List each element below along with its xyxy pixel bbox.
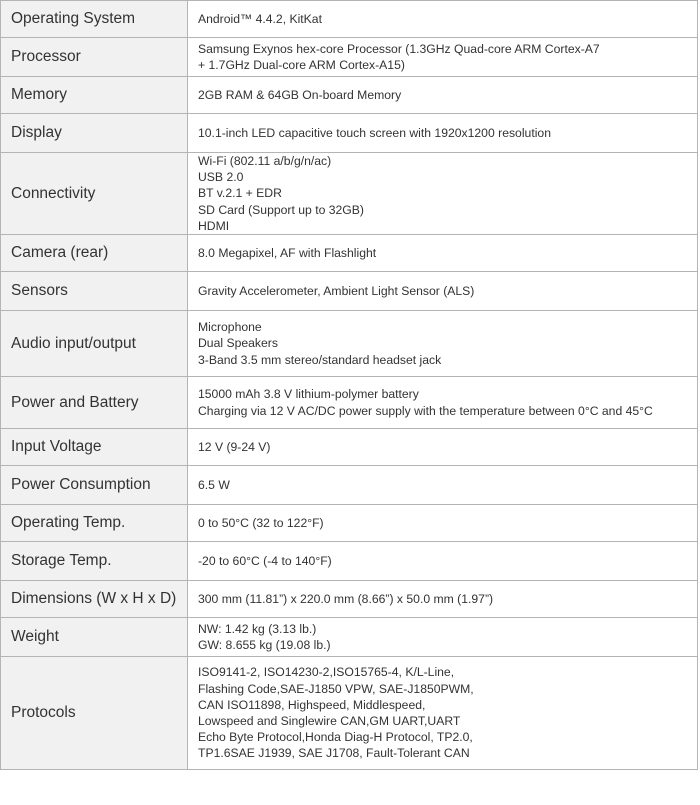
spec-value-line: ISO9141-2, ISO14230-2,ISO15765-4, K/L-Line, <box>198 665 455 680</box>
spec-label: Operating System <box>1 1 188 38</box>
spec-value-line: 300 mm (11.81”) x 220.0 mm (8.66”) x 50.0 mm (1.97”) <box>198 591 494 606</box>
spec-label: Connectivity <box>1 153 188 235</box>
spec-row-memory <box>1 77 698 114</box>
spec-row-operating-temp <box>1 505 698 542</box>
spec-value-line: 12 V (9-24 V) <box>198 439 271 454</box>
spec-label: Dimensions (W x H x D) <box>1 581 188 618</box>
spec-value-line: 15000 mAh 3.8 V lithium-polymer battery <box>198 387 419 402</box>
spec-label: Power Consumption <box>1 466 188 505</box>
spec-row-protocols <box>1 657 698 770</box>
spec-value-line: HDMI <box>198 218 230 233</box>
spec-value <box>188 618 698 657</box>
spec-label: Memory <box>1 77 188 114</box>
spec-row-display <box>1 114 698 153</box>
spec-value-line: TP1.6SAE J1939, SAE J1708, Fault-Tolerant CAN <box>198 746 470 761</box>
spec-row-audio <box>1 311 698 377</box>
spec-value-line: Android™ 4.4.2, KitKat <box>198 11 322 26</box>
spec-value-line: 8.0 Megapixel, AF with Flashlight <box>198 245 377 260</box>
spec-value-line: Echo Byte Protocol,Honda Diag-H Protocol, TP2.0, <box>198 730 473 745</box>
spec-value-line: 0 to 50°C (32 to 122°F) <box>198 515 324 530</box>
spec-row-camera <box>1 235 698 272</box>
spec-value-line: SD Card (Support up to 32GB) <box>198 202 364 217</box>
spec-label: Input Voltage <box>1 429 188 466</box>
spec-value <box>188 77 698 114</box>
spec-row-sensors <box>1 272 698 311</box>
spec-label: Audio input/output <box>1 311 188 377</box>
spec-row-connectivity <box>1 153 698 235</box>
spec-value <box>188 542 698 581</box>
spec-value-line: Dual Speakers <box>198 336 278 351</box>
spec-row-processor <box>1 38 698 77</box>
spec-value-line: Wi-Fi (802.11 a/b/g/n/ac) <box>198 154 332 168</box>
spec-row-power-consumption <box>1 466 698 505</box>
spec-label: Display <box>1 114 188 153</box>
spec-value <box>188 153 698 235</box>
spec-value <box>188 311 698 377</box>
spec-row-dimensions <box>1 581 698 618</box>
spec-row-os <box>1 1 698 38</box>
spec-value-line: 2GB RAM & 64GB On-board Memory <box>198 87 402 102</box>
spec-value-line: Charging via 12 V AC/DC power supply with the temperature between 0°C and 45°C <box>198 403 653 418</box>
spec-value <box>188 377 698 429</box>
spec-row-weight <box>1 618 698 657</box>
spec-value <box>188 1 698 38</box>
spec-table-body <box>1 1 698 770</box>
spec-value <box>188 657 698 770</box>
spec-value-line: 10.1-inch LED capacitive touch screen with 1920x1200 resolution <box>198 125 551 140</box>
spec-value <box>188 38 698 77</box>
spec-value-line: BT v.2.1 + EDR <box>198 186 282 201</box>
spec-value-line: Lowspeed and Singlewire CAN,GM UART,UART <box>198 714 461 729</box>
spec-value <box>188 505 698 542</box>
spec-row-storage-temp <box>1 542 698 581</box>
spec-label: Operating Temp. <box>1 505 188 542</box>
spec-value-line: Gravity Accelerometer, Ambient Light Sensor (ALS) <box>198 283 475 298</box>
spec-value <box>188 235 698 272</box>
spec-value <box>188 581 698 618</box>
spec-value-line: 3-Band 3.5 mm stereo/standard headset jack <box>198 352 442 367</box>
spec-value-line: USB 2.0 <box>198 170 244 185</box>
spec-value-line: + 1.7GHz Dual-core ARM Cortex-A15) <box>198 58 405 72</box>
spec-value-line: -20 to 60°C (-4 to 140°F) <box>198 553 332 568</box>
spec-label: Protocols <box>1 657 188 770</box>
spec-label: Sensors <box>1 272 188 311</box>
spec-row-input-voltage <box>1 429 698 466</box>
spec-value <box>188 114 698 153</box>
spec-value-line: CAN ISO11898, Highspeed, Middlespeed, <box>198 697 426 712</box>
spec-value <box>188 272 698 311</box>
spec-label: Storage Temp. <box>1 542 188 581</box>
spec-row-power-battery <box>1 377 698 429</box>
spec-value-line: NW: 1.42 kg (3.13 lb.) <box>198 621 317 636</box>
spec-label: Processor <box>1 38 188 77</box>
spec-value-line: Samsung Exynos hex-core Processor (1.3GHz Quad-core ARM Cortex-A7 <box>198 41 600 56</box>
spec-value-line: Microphone <box>198 320 262 335</box>
spec-value-line: Flashing Code,SAE-J1850 VPW, SAE-J1850PWM, <box>198 681 474 696</box>
spec-label: Weight <box>1 618 188 657</box>
spec-value <box>188 429 698 466</box>
spec-value <box>188 466 698 505</box>
spec-value-line: 6.5 W <box>198 477 230 492</box>
spec-label: Power and Battery <box>1 377 188 429</box>
spec-value-line: GW: 8.655 kg (19.08 lb.) <box>198 638 331 653</box>
spec-label: Camera (rear) <box>1 235 188 272</box>
